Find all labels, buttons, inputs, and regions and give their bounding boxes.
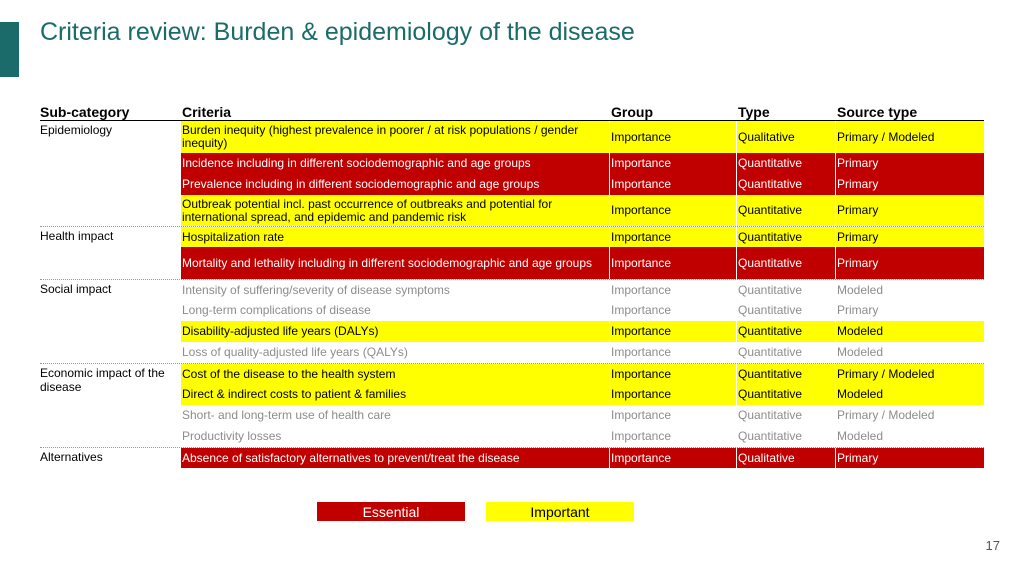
type-cell [737,342,835,363]
type-cell [737,195,835,226]
type-cell [737,364,835,384]
group-cell [610,121,736,153]
table-row [40,300,984,321]
type-cell-text: Quantitative [738,345,803,359]
column-separator [835,280,836,300]
legend-important: Important [486,502,634,521]
table-row [40,121,984,153]
group-cell-text: Importance [611,366,672,381]
column-separator [609,384,610,405]
source-type-cell-text: Primary / Modeled [837,366,935,381]
column-separator [835,384,836,405]
criteria-cell [181,153,609,174]
source-type-cell-text: Primary [837,255,879,270]
column-separator [835,121,836,153]
table-header-row [40,102,984,121]
criteria-cell [181,300,609,321]
table-row [40,405,984,426]
criteria-cell-text: Incidence including in different sociodemographic and age groups [182,156,531,170]
column-separator [835,174,836,195]
column-separator [835,153,836,174]
header-criteria: Criteria [182,104,232,120]
group-cell-text: Importance [611,229,672,244]
group-cell-text: Importance [611,255,672,270]
source-type-cell [836,247,984,279]
column-separator [609,342,610,363]
criteria-cell [181,384,609,405]
source-type-cell [836,342,984,363]
table-row [40,384,984,405]
column-separator [609,448,610,468]
type-cell [737,227,835,247]
source-type-cell-text: Modeled [837,345,884,359]
criteria-cell [181,426,609,447]
type-cell-text: Quantitative [738,324,803,338]
column-separator [736,121,737,153]
column-separator [609,405,610,426]
subcategory-cell: Economic impact of the disease [40,366,165,394]
criteria-cell-text: Disability-adjusted life years (DALYs) [182,324,379,338]
column-separator [736,384,737,405]
source-type-cell [836,174,984,195]
source-type-cell-text: Primary [837,156,879,170]
column-separator [835,426,836,447]
column-separator [609,280,610,300]
group-cell [610,384,736,405]
source-type-cell [836,321,984,342]
column-separator [609,300,610,321]
group-cell-text: Importance [611,345,672,359]
table-row [40,153,984,174]
type-cell-text: Quantitative [738,177,803,191]
group-cell [610,426,736,447]
column-separator [736,342,737,363]
type-cell [737,121,835,153]
source-type-cell-text: Primary [837,177,879,191]
group-cell [610,280,736,300]
source-type-cell-text: Primary / Modeled [837,408,935,422]
column-separator [736,174,737,195]
type-cell [737,384,835,405]
column-separator [835,364,836,384]
page-number: 17 [985,538,1000,553]
column-separator [736,426,737,447]
criteria-table [40,102,984,468]
criteria-cell [181,364,609,384]
table-row [40,279,984,300]
type-cell-text: Quantitative [738,366,803,381]
criteria-cell-text: Cost of the disease to the health system [182,366,396,381]
source-type-cell-text: Primary [837,450,879,465]
page-title: Criteria review: Burden & epidemiology of the disease [40,18,635,46]
column-separator [736,405,737,426]
table-row [40,426,984,447]
column-separator [736,448,737,468]
source-type-cell [836,227,984,247]
group-cell [610,300,736,321]
criteria-cell-text: Absence of satisfactory alternatives to prevent/treat the disease [182,450,520,465]
column-separator [609,321,610,342]
criteria-cell-text: Outbreak potential incl. past occurrence of outbreaks and potential for international spread, and epidemic and pandemic risk [182,196,553,224]
table-row [40,174,984,195]
column-separator [736,227,737,247]
type-cell [737,280,835,300]
type-cell-text: Quantitative [738,303,803,317]
table-row [40,195,984,226]
column-separator [609,364,610,384]
type-cell-text: Quantitative [738,282,803,297]
column-separator [609,121,610,153]
group-cell-text: Importance [611,282,672,297]
column-separator [609,195,610,226]
type-cell [737,321,835,342]
subcategory-cell: Social impact [40,282,112,296]
criteria-cell-text: Long-term complications of disease [182,303,371,317]
type-cell [737,153,835,174]
group-cell [610,364,736,384]
source-type-cell [836,405,984,426]
type-cell-text: Quantitative [738,229,803,244]
group-cell [610,227,736,247]
criteria-cell-text: Loss of quality-adjusted life years (QALYs) [182,345,408,359]
title-accent-bar [0,22,19,77]
group-cell [610,321,736,342]
type-cell-text: Quantitative [738,387,803,401]
column-separator [835,300,836,321]
column-separator [609,426,610,447]
source-type-cell-text: Primary [837,203,879,217]
criteria-cell [181,405,609,426]
header-group: Group [611,104,653,120]
group-cell [610,195,736,226]
source-type-cell-text: Primary / Modeled [837,129,935,144]
source-type-cell-text: Modeled [837,429,884,443]
type-cell-text: Qualitative [738,129,795,144]
type-cell-text: Quantitative [738,156,803,170]
criteria-cell-text: Short- and long-term use of health care [182,408,391,422]
source-type-cell-text: Modeled [837,387,884,401]
type-cell-text: Quantitative [738,429,803,443]
subcategory-cell: Alternatives [40,450,103,464]
table-row [40,321,984,342]
criteria-cell [181,174,609,195]
source-type-cell [836,384,984,405]
column-separator [609,153,610,174]
criteria-cell-text: Hospitalization rate [182,229,285,244]
column-separator [736,280,737,300]
column-separator [736,247,737,279]
group-cell-text: Importance [611,324,672,338]
subcategory-cell: Health impact [40,229,114,243]
legend-essential: Essential [317,502,465,521]
type-cell-text: Quantitative [738,203,803,217]
subcategory-cell: Epidemiology [40,123,113,137]
column-separator [835,247,836,279]
header-subcategory: Sub-category [40,104,130,120]
source-type-cell [836,426,984,447]
group-cell-text: Importance [611,177,672,191]
column-separator [835,195,836,226]
group-cell [610,174,736,195]
type-cell [737,300,835,321]
table-row [40,226,984,247]
criteria-cell [181,227,609,247]
group-cell-text: Importance [611,450,672,465]
column-separator [736,300,737,321]
header-type: Type [738,104,770,120]
criteria-cell-text: Productivity losses [182,429,282,443]
column-separator [609,174,610,195]
source-type-cell [836,153,984,174]
group-cell-text: Importance [611,387,672,401]
group-cell-text: Importance [611,303,672,317]
source-type-cell-text: Modeled [837,282,884,297]
header-source-type: Source type [837,104,918,120]
type-cell [737,426,835,447]
criteria-cell-text: Burden inequity (highest prevalence in poorer / at risk populations / gender inequity) [182,123,579,150]
type-cell [737,405,835,426]
table-row [40,247,984,279]
source-type-cell [836,448,984,468]
type-cell-text: Quantitative [738,408,803,422]
table-body [40,121,984,468]
column-separator [736,321,737,342]
column-separator [835,342,836,363]
source-type-cell [836,121,984,153]
criteria-cell [181,448,609,468]
column-separator [835,321,836,342]
criteria-cell-text: Intensity of suffering/severity of disease symptoms [182,282,450,297]
group-cell [610,247,736,279]
column-separator [609,247,610,279]
type-cell [737,247,835,279]
group-cell [610,405,736,426]
table-row [40,447,984,468]
group-cell [610,342,736,363]
column-separator [835,405,836,426]
criteria-cell [181,342,609,363]
criteria-cell-text: Mortality and lethality including in different sociodemographic and age groups [182,255,593,270]
group-cell [610,448,736,468]
source-type-cell-text: Primary [837,229,879,244]
source-type-cell [836,195,984,226]
criteria-cell [181,247,609,279]
criteria-cell-text: Prevalence including in different sociodemographic and age groups [182,177,540,191]
group-cell-text: Importance [611,203,672,217]
type-cell-text: Qualitative [738,450,795,465]
type-cell [737,448,835,468]
type-cell [737,174,835,195]
criteria-cell [181,195,609,226]
group-cell-text: Importance [611,129,672,144]
criteria-cell [181,321,609,342]
column-separator [609,227,610,247]
source-type-cell-text: Modeled [837,324,884,338]
column-separator [835,448,836,468]
source-type-cell [836,364,984,384]
group-cell-text: Importance [611,408,672,422]
group-cell [610,153,736,174]
column-separator [736,364,737,384]
table-row [40,342,984,363]
group-cell-text: Importance [611,156,672,170]
criteria-cell [181,121,609,153]
column-separator [736,153,737,174]
group-cell-text: Importance [611,429,672,443]
criteria-cell [181,280,609,300]
source-type-cell [836,300,984,321]
type-cell-text: Quantitative [738,255,803,270]
criteria-cell-text: Direct & indirect costs to patient & families [182,387,407,401]
source-type-cell-text: Primary [837,303,879,317]
column-separator [835,227,836,247]
source-type-cell [836,280,984,300]
column-separator [736,195,737,226]
